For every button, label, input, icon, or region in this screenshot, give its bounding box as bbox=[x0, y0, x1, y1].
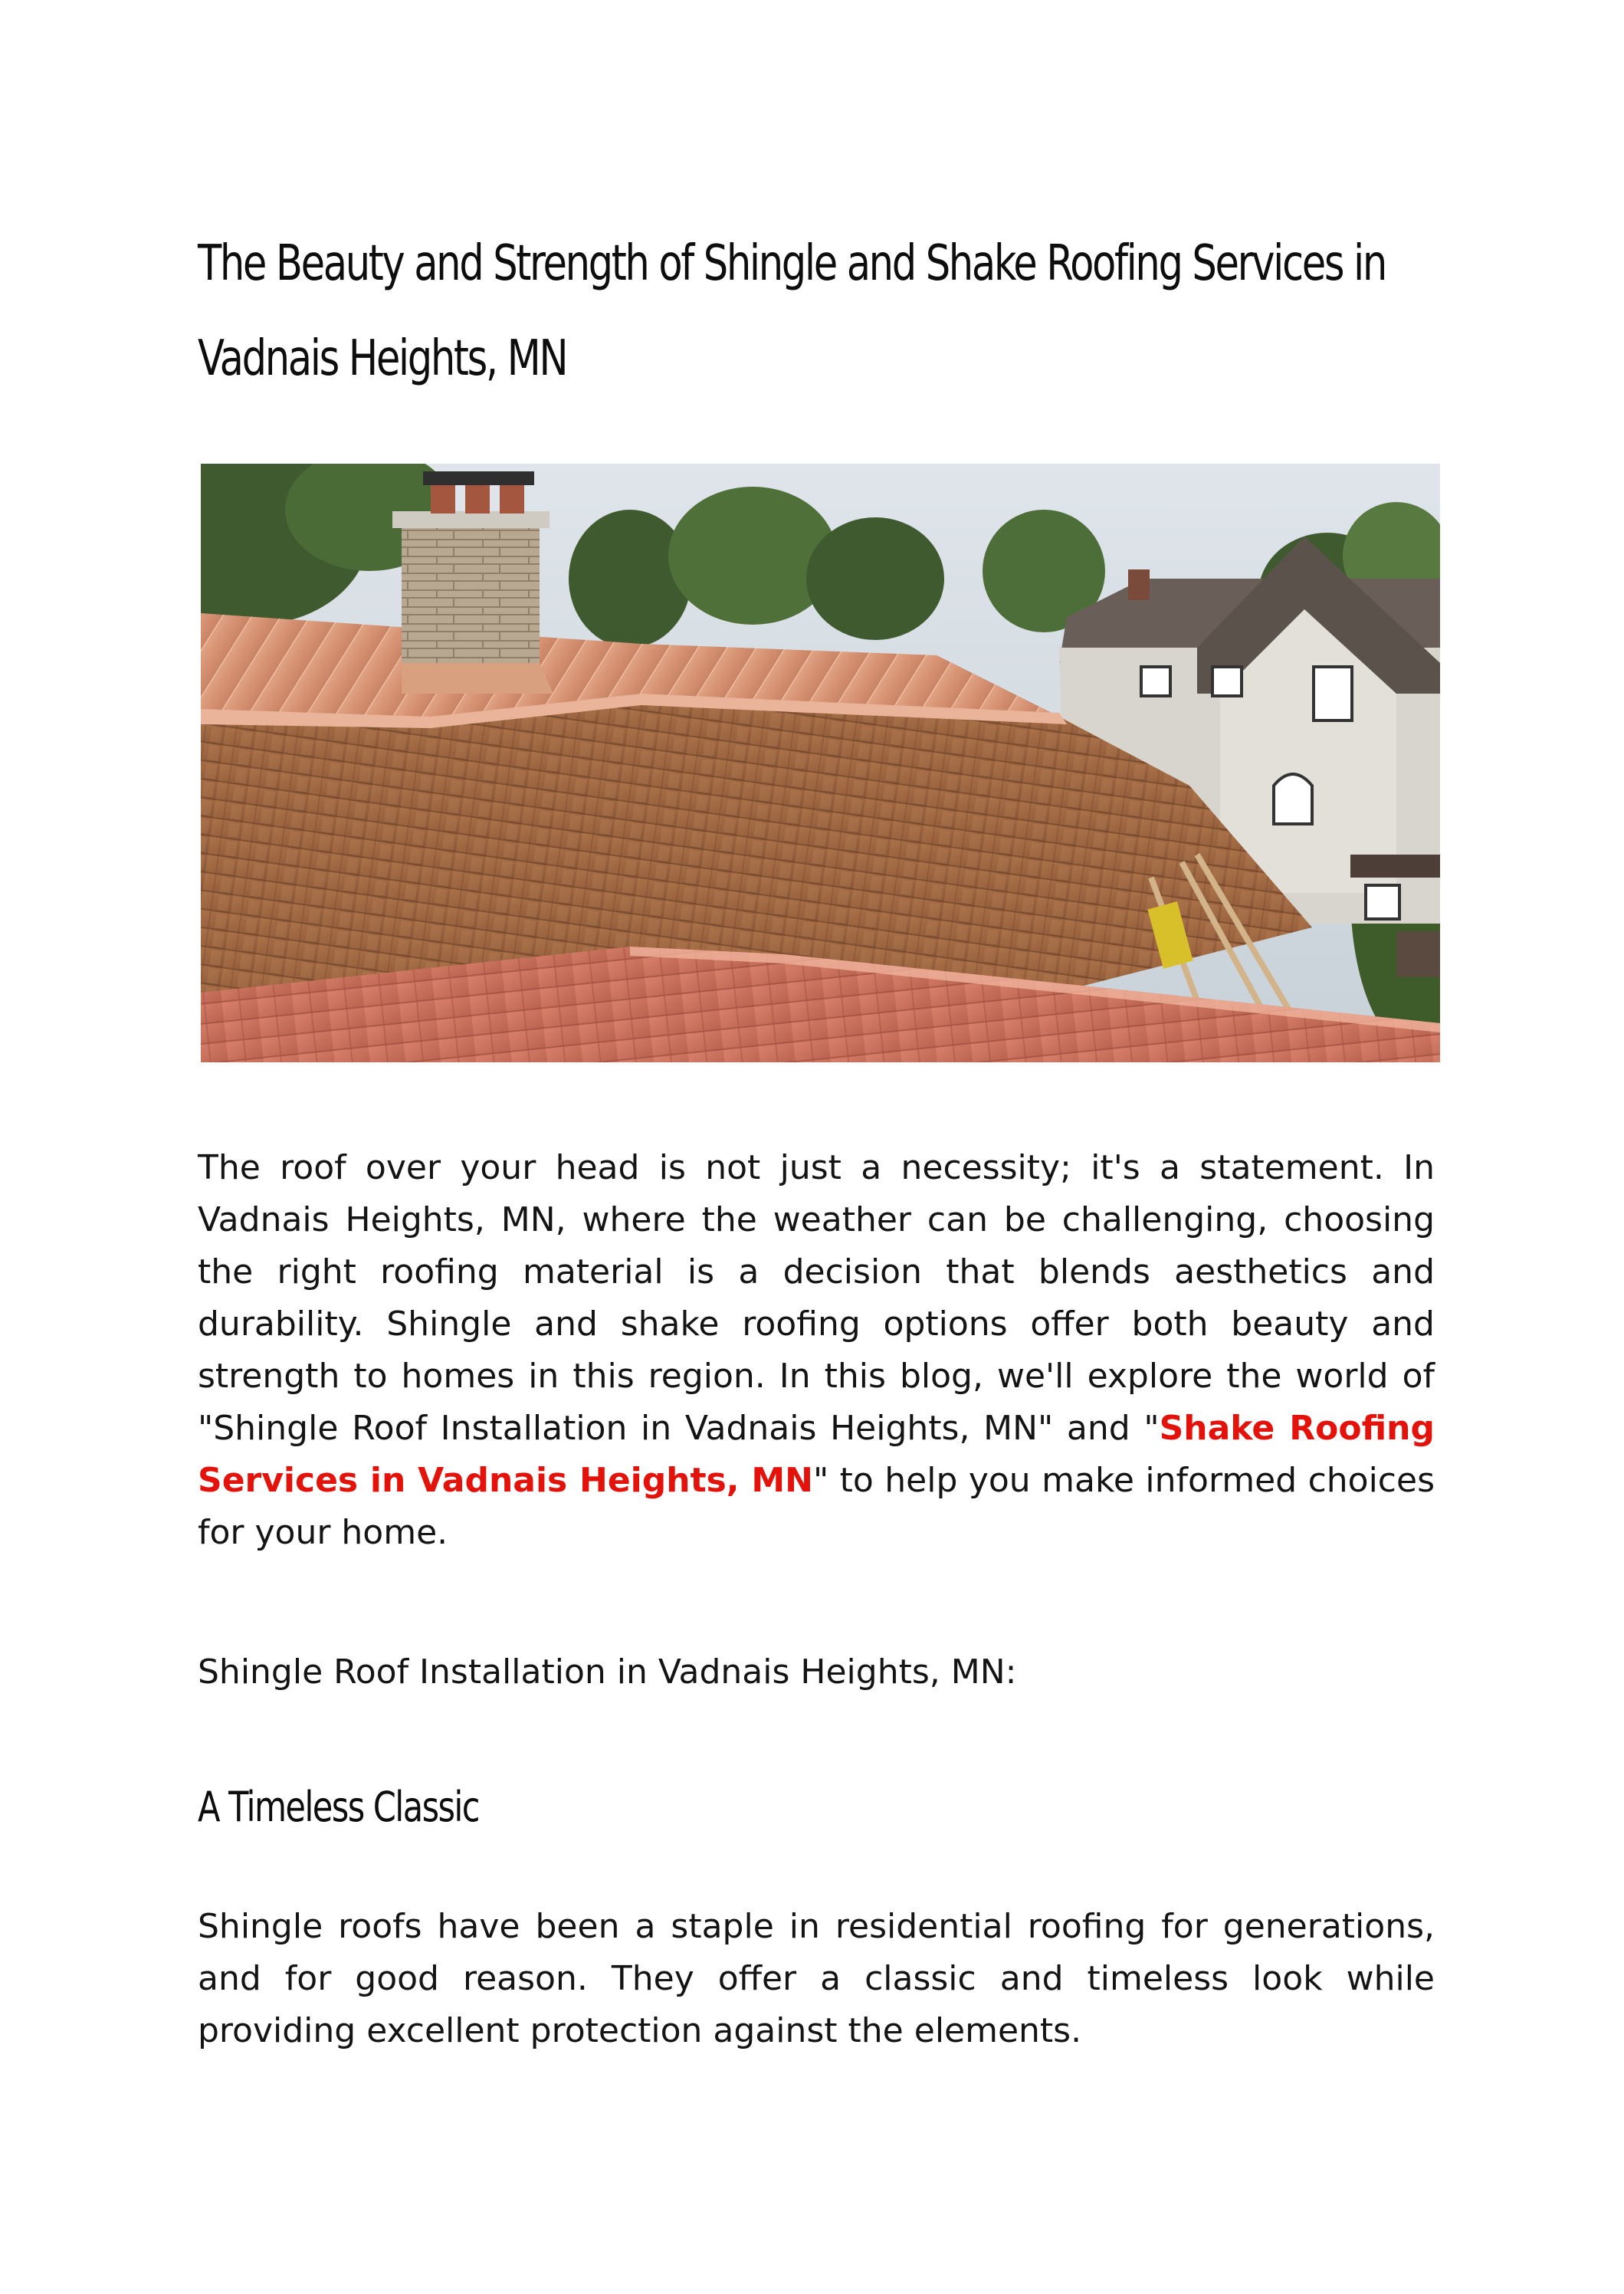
roof-photo bbox=[201, 464, 1440, 1062]
body-paragraph: Shingle roofs have been a staple in residential roofing for generations, and for good reason. They offer a classic and timeless look while providing excellent protection against the elements. bbox=[198, 1907, 1435, 2050]
intro-paragraph: The roof over your head is not just a necessity; it's a statement. In Vadnais Heights, MN, where the weather can be challenging, choosing the right roofing material is a decision that blends aesthetics and durability. Shingle and shake roofing options offer both beauty and strength to homes in this region. In this blog, we'll explore the world of "Shingle Roof Installation in Vadnais Heights, MN" and "Shake Roofing Services in Vadnais Heights, MN" to help you make informed choices for your home. bbox=[198, 1148, 1435, 1552]
page-title: The Beauty and Strength of Shingle and Shake Roofing Services in Vadnais Heights, MN bbox=[198, 235, 1386, 387]
section-label: Shingle Roof Installation in Vadnais Heights, MN: bbox=[198, 1652, 1017, 1692]
sub-heading: A Timeless Classic bbox=[198, 1783, 479, 1831]
shake-roofing-link[interactable]: Shake Roofing Services in Vadnais Heights, MN bbox=[198, 1409, 1435, 1500]
